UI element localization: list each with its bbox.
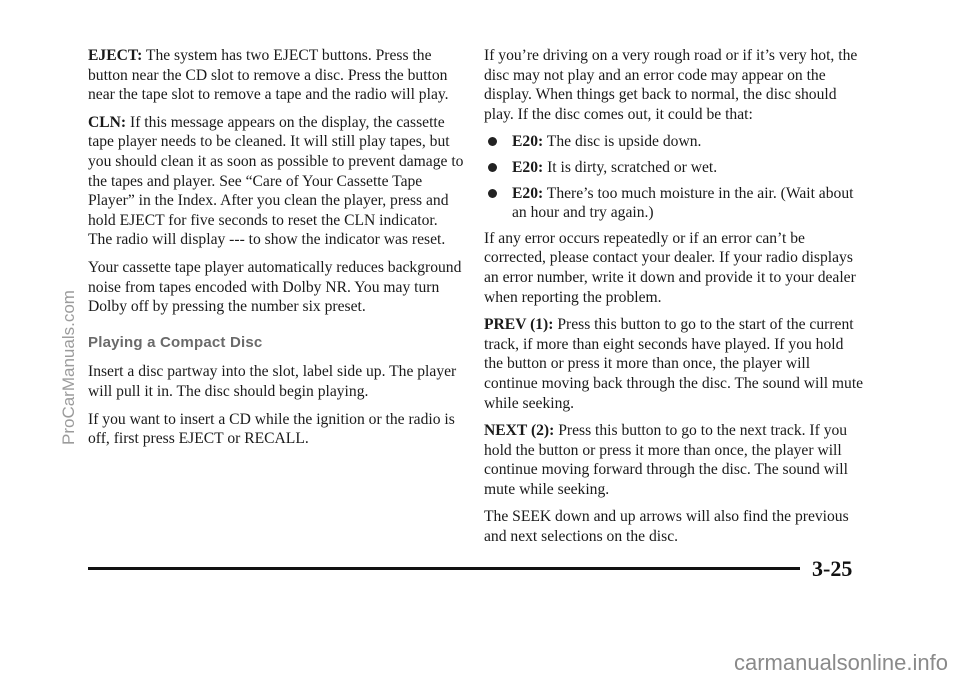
- site-watermark: carmanualsonline.info: [733, 650, 948, 675]
- insert-paragraph: Insert a disc partway into the slot, label side up. The player will pull it in. The disc should begin playing.: [88, 363, 457, 400]
- eject-term: EJECT:: [88, 47, 143, 64]
- list-item: [484, 132, 864, 152]
- cln-text: If this message appears on the display, the cassette tape player needs to be cleaned. It will still play tapes, but you should clean it as soon as possible to prevent damage to the tapes and player. See “Care of Your Cassette Tape Player” in the Index. After you clean the player, press and hold EJECT for five seconds to reset the CLN indicator. The radio will display --- to show the indicator was reset.: [88, 113, 464, 249]
- eject-text: The system has two EJECT buttons. Press the button near the CD slot to remove a disc. Press the button near the tape slot to remove a tape and the radio will play.: [88, 47, 449, 104]
- list-item: [484, 184, 864, 223]
- error-code: E20:: [512, 184, 544, 202]
- next-term: NEXT (2):: [484, 422, 555, 440]
- error-description: It is dirty, scratched or wet.: [543, 158, 718, 176]
- next-paragraph: [484, 421, 864, 499]
- left-column: [88, 46, 464, 457]
- list-item: [484, 158, 864, 178]
- eject-paragraph: [88, 46, 464, 105]
- seek-paragraph: The SEEK down and up arrows will also find the previous and next selections on the disc.: [484, 508, 849, 546]
- error-description: The disc is upside down.: [543, 133, 702, 151]
- error-paragraph: If any error occurs repeatedly or if an error can’t be corrected, please contact your dealer. If your radio displays an error number, write it down and provide it to your dealer when reporting the problem.: [484, 229, 856, 306]
- ignition-paragraph: If you want to insert a CD while the ignition or the radio is off, first press EJECT or RECALL.: [88, 410, 455, 448]
- section-heading: Playing a Compact Disc: [88, 333, 263, 351]
- bullet-icon: [488, 137, 497, 146]
- cln-paragraph: [88, 113, 464, 250]
- side-watermark-text: ProCarManuals.com: [59, 290, 78, 445]
- next-text: Press this button to go to the next track. If you hold the button or press it more than once, the player will continue moving forward through the disc. The sound will mute while seeking.: [484, 422, 848, 498]
- footer-rule: [88, 567, 800, 570]
- error-code: E20:: [512, 133, 544, 151]
- intro-paragraph: If you’re driving on a very rough road or if it’s very hot, the disc may not play and an error code may appear on the display. When things get back to normal, the disc should play. If the disc comes out, it could be that:: [484, 47, 858, 123]
- bullet-icon: [488, 189, 497, 198]
- error-code-list: [484, 132, 864, 222]
- prev-term: PREV (1):: [484, 316, 554, 334]
- bullet-icon: [488, 163, 497, 172]
- error-code: E20:: [512, 158, 544, 176]
- cln-term: CLN:: [88, 113, 127, 131]
- page-number: 3-25: [812, 556, 853, 581]
- error-description: There’s too much moisture in the air. (Wait about an hour and try again.): [512, 184, 854, 222]
- dolby-paragraph: Your cassette tape player automatically reduces background noise from tapes encoded with Dolby NR. You may turn Dolby off by pressing the number six preset.: [88, 258, 462, 316]
- side-watermark: [55, 240, 81, 450]
- prev-text: Press this button to go to the start of the current track, if more than eight seconds have played. If you hold the button or press it more than once, the player will continue moving back through the disc. The sound will mute while seeking.: [484, 316, 864, 412]
- right-column: [484, 46, 864, 555]
- prev-paragraph: [484, 315, 864, 413]
